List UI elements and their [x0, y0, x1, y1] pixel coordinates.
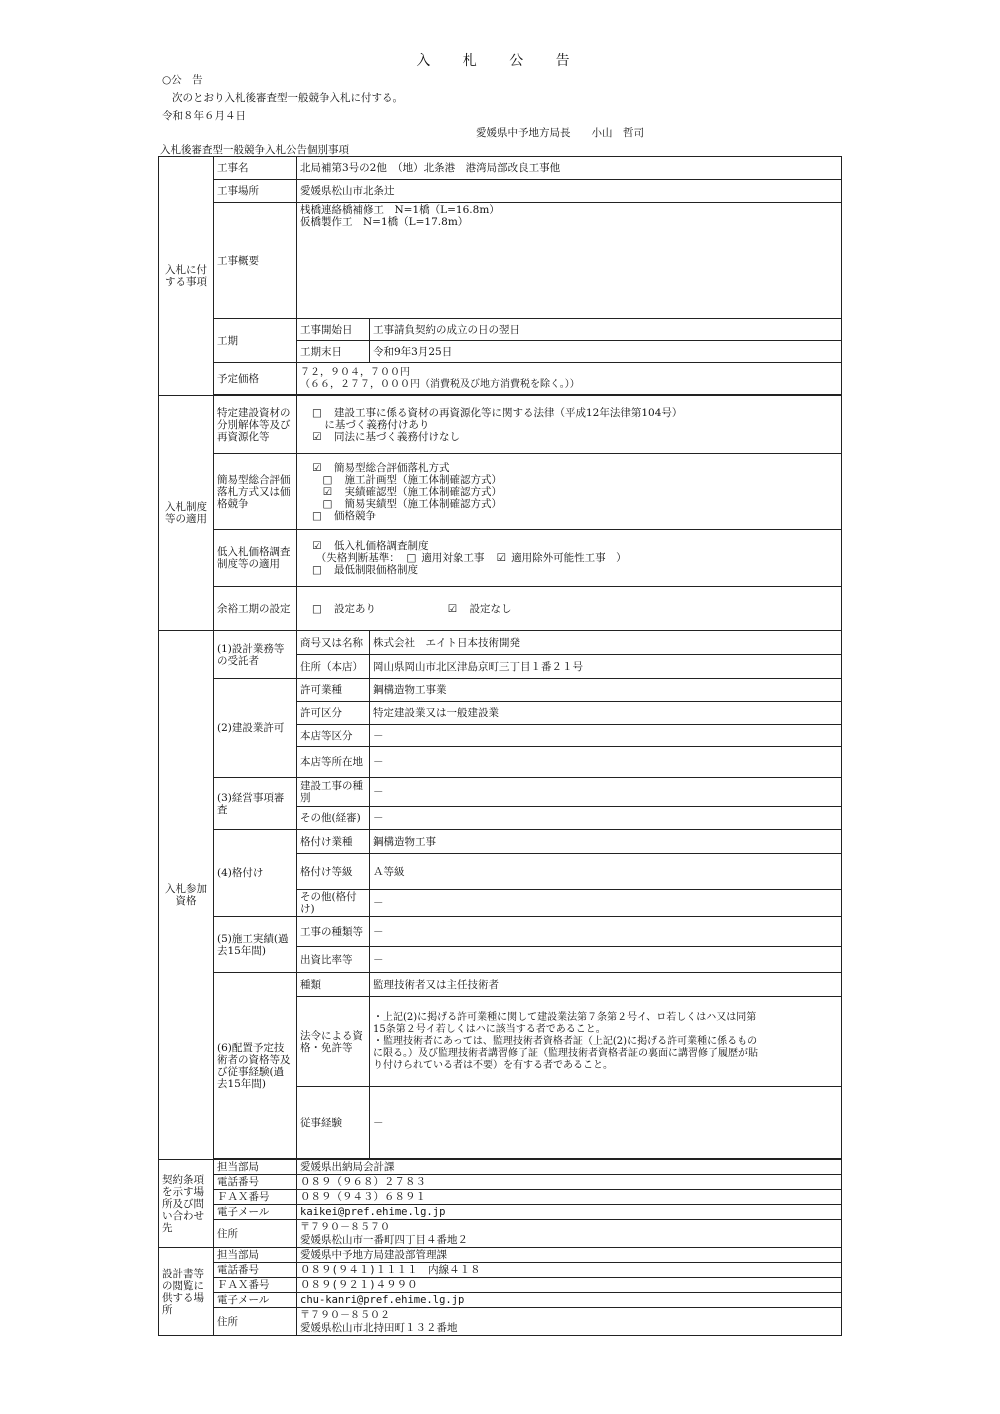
q2-label: (2)建設業許可: [214, 679, 297, 778]
design-addr-label: 住所: [214, 1308, 297, 1336]
q2-office-value: －: [370, 725, 842, 747]
q5-kind-label: 工事の種類等: [297, 917, 370, 947]
law-line: 15条第２号イ若しくはハに該当する者であること。: [373, 1023, 606, 1035]
start-label: 工事開始日: [297, 319, 370, 341]
q5-label: (5)施工実績(過去15年間): [214, 917, 297, 973]
work-place-label: 工事場所: [214, 180, 297, 203]
q3-kind-label: 建設工事の種別: [297, 778, 370, 807]
design-dept-value: 愛媛県中予地方局建設部管理課: [297, 1248, 842, 1263]
row-design-fax: [159, 1278, 842, 1293]
eval-label: 簡易型総合評価落札方式又は価格競争: [214, 454, 297, 530]
law-line: ・監理技術者にあっては、監理技術者資格者証（上記(2)に掲げる許可業種に係るもの: [373, 1035, 758, 1047]
q6-kind-label: 種類: [297, 973, 370, 997]
q4-label: (4)格付け: [214, 830, 297, 917]
q2-type-label: 許可業種: [297, 679, 370, 702]
checkbox-checked-icon: ☑: [312, 430, 322, 443]
work-name-label: 工事名: [214, 157, 297, 180]
contract-addr-value: [297, 1220, 842, 1248]
q4-grade-label: 格付け等級: [297, 854, 370, 890]
law-line: ・上記(2)に掲げる許可業種に関して建設業法第７条第２号イ、ロ若しくはハ又は同第: [373, 1011, 757, 1023]
design-addr-value: [297, 1308, 842, 1336]
eval-sub-3: 簡易実績型（施工体制確認方式）: [344, 497, 502, 510]
margin-yes: 設定あり: [334, 602, 376, 615]
design-fax-label: ＦＡＸ番号: [214, 1278, 297, 1293]
q1-addr-label: 住所（本店）: [297, 655, 370, 679]
summary-line: 桟橋連絡橋補修工 N=1橋（L=16.8m）: [300, 204, 500, 216]
eval-price: 価格競争: [334, 509, 376, 522]
checkbox-checked-icon: ☑: [312, 461, 322, 474]
contract-address: 愛媛県松山市一番町四丁目４番地２: [300, 1233, 468, 1246]
low-bid-options: [297, 530, 842, 587]
section-system: 入札制度等の適用: [159, 396, 214, 631]
q1-name-value: 株式会社 エイト日本技術開発: [370, 631, 842, 655]
eval-sub-1: 施工計画型（施工体制確認方式）: [344, 473, 502, 486]
design-mail-label: 電子メール: [214, 1293, 297, 1308]
q4-type-value: 鋼構造物工事: [370, 830, 842, 854]
notice-date: 令和８年６月４日: [162, 110, 246, 122]
design-tel-value: ０８９(９４１)１１１１ 内線４１８: [297, 1263, 842, 1278]
q5-ratio-label: 出資比率等: [297, 947, 370, 973]
row-contract-dept: [159, 1160, 842, 1175]
design-tel-label: 電話番号: [214, 1263, 297, 1278]
work-place-value: 愛媛県松山市北条辻: [297, 180, 842, 203]
row-period-start: [159, 319, 842, 341]
q2-class-label: 許可区分: [297, 702, 370, 725]
design-mail-link[interactable]: chu-kanri@pref.ehime.lg.jp: [297, 1293, 842, 1308]
eval-main: 簡易型総合評価落札方式: [334, 461, 450, 474]
low-bid-main: 低入札価格調査制度: [334, 540, 429, 552]
checkbox-unchecked-icon: □: [322, 473, 333, 486]
q1-addr-value: 岡山県岡山市北区津島京町三丁目１番２１号: [370, 655, 842, 679]
design-dept-label: 担当部局: [214, 1248, 297, 1263]
checkbox-checked-icon: ☑: [322, 485, 333, 498]
q4-type-label: 格付け業種: [297, 830, 370, 854]
contract-fax-value: ０８９（９４３）６８９１: [297, 1190, 842, 1205]
contract-fax-label: ＦＡＸ番号: [214, 1190, 297, 1205]
low-bid-label: 低入札価格調査制度等の適用: [214, 530, 297, 587]
contract-mail-label: 電子メール: [214, 1205, 297, 1220]
low-bid-opt1: 適用対象工事: [421, 552, 485, 564]
q4-grade-value: Ａ等級: [370, 854, 842, 890]
q2-loc-value: －: [370, 747, 842, 778]
q1-label: (1)設計業務等の受託者: [214, 631, 297, 679]
work-summary-value: [297, 203, 842, 319]
row-evaluation: [159, 454, 842, 530]
eval-options: [297, 454, 842, 530]
low-bid-opt2: 適用除外可能性工事 ）: [511, 552, 627, 564]
design-zip: 〒７９０－８５０２: [300, 1309, 390, 1321]
summary-line: 仮橋製作工 N=1橋（L=17.8m）: [300, 216, 469, 228]
row-low-bid: [159, 530, 842, 587]
issuer: 愛媛県中予地方局長 小山 哲司: [476, 127, 644, 139]
q4-other-label: その他(格付け): [297, 890, 370, 917]
q2-loc-label: 本店等所在地: [297, 747, 370, 778]
row-design-tel: [159, 1263, 842, 1278]
law-line: り付けられている者は不要）を有する者であること。: [373, 1059, 613, 1071]
q6-law-label: 法令による資格・免許等: [297, 997, 370, 1087]
low-bid-min: 最低制限価格制度: [334, 564, 418, 576]
checkbox-unchecked-icon: □: [312, 509, 322, 522]
row-q6-kind: [159, 973, 842, 997]
checkbox-checked-icon: ☑: [312, 540, 322, 552]
notice-label: ○公 告: [162, 74, 203, 86]
q6-law-value: [370, 997, 842, 1087]
q3-other-value: －: [370, 807, 842, 830]
row-contract-mail: [159, 1205, 842, 1220]
q4-other-value: －: [370, 890, 842, 917]
row-contract-fax: [159, 1190, 842, 1205]
price-label: 予定価格: [214, 363, 297, 395]
q2-class-value: 特定建設業又は一般建設業: [370, 702, 842, 725]
q5-kind-value: －: [370, 917, 842, 947]
row-work-place: [159, 180, 842, 203]
q1-name-label: 商号又は名称: [297, 631, 370, 655]
row-q2-type: [159, 679, 842, 702]
start-value: 工事請負契約の成立の日の翌日: [370, 319, 842, 341]
recycle-option-1b: に基づく義務付けあり: [324, 418, 430, 431]
section-design: 設計書等の閲覧に供する場所: [159, 1248, 214, 1336]
low-bid-criteria: （失格判断基準：: [321, 552, 395, 564]
checkbox-unchecked-icon: □: [312, 406, 322, 419]
q2-office-label: 本店等区分: [297, 725, 370, 747]
row-q5-kind: [159, 917, 842, 947]
contract-addr-label: 住所: [214, 1220, 297, 1248]
contract-zip: 〒７９０－８５７０: [300, 1221, 390, 1233]
checkbox-unchecked-icon: □: [406, 552, 417, 564]
q5-ratio-value: －: [370, 947, 842, 973]
q6-kind-value: 監理技術者又は主任技術者: [370, 973, 842, 997]
row-q3-kind: [159, 778, 842, 807]
contract-tel-value: ０８９（９６８）２７８３: [297, 1175, 842, 1190]
checkbox-unchecked-icon: □: [312, 602, 322, 615]
recycle-option-1: 建設工事に係る資材の再資源化等に関する法律（平成12年法律第104号）: [334, 406, 683, 419]
q6-label: (6)配置予定技術者の資格等及び従事経験(過去15年間): [214, 973, 297, 1159]
contract-tel-label: 電話番号: [214, 1175, 297, 1190]
work-summary-label: 工事概要: [214, 203, 297, 319]
section-qualification: 入札参加資格: [159, 631, 214, 1160]
q2-type-value: 鋼構造物工事業: [370, 679, 842, 702]
contract-dept-label: 担当部局: [214, 1160, 297, 1175]
q6-exp-value: －: [370, 1087, 842, 1159]
section-contract: 契約条項を示す場所及び問い合わせ先: [159, 1160, 214, 1248]
price-line1: ７２，９０４，７００円: [300, 366, 410, 378]
price-line2: （６６，２７７，０００円（消費税及び地方消費税を除く。））: [300, 378, 580, 390]
q6-exp-label: 従事経験: [297, 1087, 370, 1159]
recycle-option-2: 同法に基づく義務付けなし: [334, 430, 460, 443]
work-name-value: 北局補第3号の2他 （地）北条港 港湾局部改良工事他: [297, 157, 842, 180]
row-price: [159, 363, 842, 395]
eval-sub-2: 実績確認型（施工体制確認方式）: [344, 485, 502, 498]
row-design-dept: [159, 1248, 842, 1263]
period-label: 工期: [214, 319, 297, 363]
recycle-options: [297, 396, 842, 454]
law-line: に限る。）及び監理技術者講習修了証（監理技術者資格者証の裏面に講習修了履歴が貼: [373, 1047, 758, 1059]
q3-other-label: その他(経審): [297, 807, 370, 830]
subtitle: 入札後審査型一般競争入札公告個別事項: [160, 144, 349, 156]
section-bid-items: 入札に付する事項: [159, 157, 214, 396]
margin-label: 余裕工期の設定: [214, 587, 297, 631]
row-contract-addr: [159, 1220, 842, 1248]
end-value: 令和9年3月25日: [370, 341, 842, 363]
checkbox-checked-icon: ☑: [447, 602, 458, 615]
recycle-label: 特定建設資材の分別解体等及び再資源化等: [214, 396, 297, 454]
q3-kind-value: －: [370, 778, 842, 807]
margin-options: [297, 587, 842, 631]
design-address: 愛媛県松山市北持田町１３２番地: [300, 1321, 458, 1334]
row-design-mail: [159, 1293, 842, 1308]
row-work-summary: [159, 203, 842, 319]
row-contract-tel: [159, 1175, 842, 1190]
row-recycle: [159, 396, 842, 454]
row-q4-type: [159, 830, 842, 854]
end-label: 工期末日: [297, 341, 370, 363]
q3-label: (3)経営事項審査: [214, 778, 297, 830]
row-design-addr: [159, 1308, 842, 1336]
row-q1-name: [159, 631, 842, 655]
margin-no: 設定なし: [469, 602, 512, 615]
intro-text: 次のとおり入札後審査型一般競争入札に付する。: [172, 92, 403, 104]
price-value: [297, 363, 842, 395]
contract-dept-value: 愛媛県出納局会計課: [297, 1160, 842, 1175]
row-work-name: [159, 157, 842, 180]
checkbox-unchecked-icon: □: [312, 564, 322, 576]
design-fax-value: ０８９(９２１)４９９０: [297, 1278, 842, 1293]
checkbox-checked-icon: ☑: [496, 552, 507, 564]
row-margin: [159, 587, 842, 631]
page-title: 入 札 公 告: [416, 53, 584, 69]
notice-table: [158, 156, 842, 1336]
contract-mail-link[interactable]: kaikei@pref.ehime.lg.jp: [297, 1205, 842, 1220]
checkbox-unchecked-icon: □: [322, 497, 333, 510]
